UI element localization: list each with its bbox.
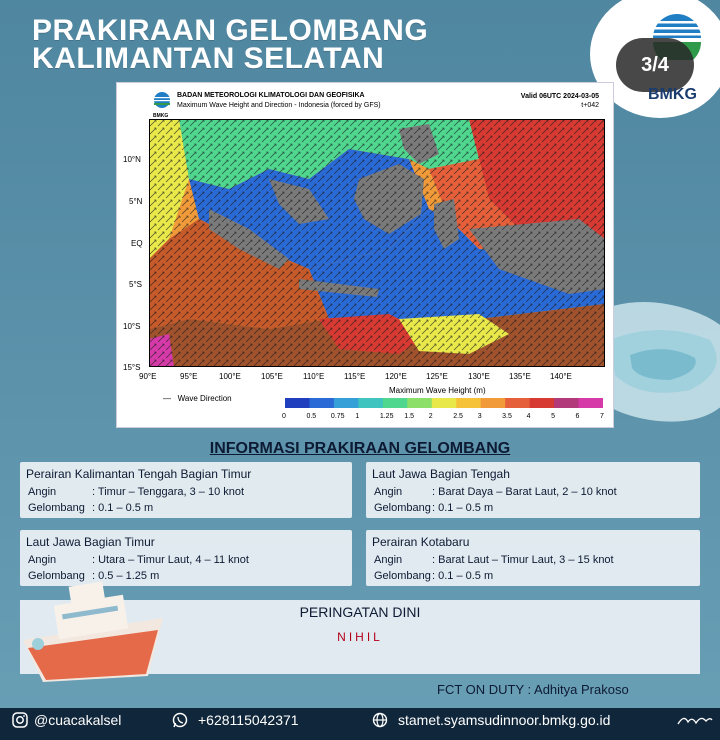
colorbar-tick: 0.75 — [330, 413, 345, 420]
lon-tick: 115°E — [344, 372, 366, 381]
wave-value: : 0.1 – 0.5 m — [432, 570, 494, 582]
map-agency: BADAN METEOROLOGI KLIMATOLOGI DAN GEOFISIKA — [177, 92, 365, 99]
colorbar-segment — [432, 398, 457, 408]
lat-tick: 10°S — [123, 322, 141, 331]
colorbar-tick: 0 — [282, 413, 286, 420]
instagram-icon — [12, 712, 28, 728]
wave-map-card — [116, 82, 614, 428]
wave-label: Gelombang — [28, 570, 85, 582]
lon-tick: 95°E — [180, 372, 198, 381]
area-name: Perairan Kotabaru — [372, 535, 470, 549]
wind-value: : Utara – Timur Laut, 4 – 11 knot — [92, 554, 249, 566]
colorbar-segment — [481, 398, 506, 408]
wind-value: : Timur – Tenggara, 3 – 10 knot — [92, 486, 245, 498]
colorbar-tick: 4 — [526, 413, 531, 420]
colorbar-tick: 6 — [575, 413, 580, 420]
lon-tick: 130°E — [468, 372, 490, 381]
colorbar-tick: 1 — [355, 413, 360, 420]
wave-height-map — [149, 119, 605, 367]
colorbar-tick: 1.5 — [404, 413, 415, 420]
wave-value: : 0.1 – 0.5 m — [92, 502, 154, 514]
globe-icon — [372, 712, 388, 728]
colorbar-segment — [530, 398, 555, 408]
info-section-title: INFORMASI PRAKIRAAN GELOMBANG — [209, 440, 511, 457]
colorbar-tick: 0.5 — [306, 413, 317, 420]
forecaster-on-duty: FCT ON DUTY : Adhitya Prakoso — [437, 682, 629, 697]
lon-tick: 125°E — [426, 372, 448, 381]
lon-tick: 100°E — [219, 372, 241, 381]
colorbar-tick: 3 — [477, 413, 482, 420]
map-subtitle: Maximum Wave Height and Direction - Indonesia (forced by GFS) — [177, 102, 381, 109]
lon-tick: 120°E — [385, 372, 407, 381]
lat-tick: 5°N — [129, 197, 143, 206]
page-counter-badge: 3/4 — [616, 38, 694, 92]
colorbar-title: Maximum Wave Height (m) — [389, 386, 486, 395]
forecast-area-card — [366, 462, 700, 518]
colorbar-segment — [505, 398, 530, 408]
area-name: Perairan Kalimantan Tengah Bagian Timur — [26, 467, 252, 481]
colorbar-segment — [554, 398, 579, 408]
bmkg-logo-text: BMKG — [648, 86, 697, 103]
forecast-area-card — [366, 530, 700, 586]
wave-label: Gelombang — [28, 502, 85, 514]
map-valid-time: Valid 06UTC 2024-03-05 — [520, 93, 599, 100]
colorbar-tick: 7 — [600, 413, 604, 420]
colorbar-tick: 1.25 — [379, 413, 394, 420]
map-bmkg-logo-icon — [153, 91, 171, 113]
colorbar-segment — [358, 398, 383, 408]
lon-tick: 110°E — [303, 372, 325, 381]
colorbar-tick: 3.5 — [502, 413, 512, 420]
wave-label: Gelombang — [374, 502, 431, 514]
colorbar-segment — [383, 398, 408, 408]
forecast-area-card — [20, 462, 352, 518]
lat-tick: 10°N — [123, 155, 141, 164]
lat-tick: EQ — [131, 239, 143, 248]
instagram-handle[interactable]: @cuacakalsel — [34, 712, 122, 728]
area-name: Laut Jawa Bagian Timur — [26, 535, 155, 549]
website-link[interactable]: stamet.syamsudinnoor.bmkg.go.id — [398, 712, 611, 728]
wind-label: Angin — [374, 486, 403, 498]
page-title-line2: KALIMANTAN SELATAN — [32, 42, 385, 75]
colorbar — [285, 398, 603, 408]
colorbar-segment — [285, 398, 310, 408]
area-name: Laut Jawa Bagian Tengah — [372, 467, 510, 481]
lon-tick: 135°E — [509, 372, 531, 381]
colorbar-tick: 2 — [428, 413, 433, 420]
wave-direction-legend — [163, 394, 232, 403]
wind-label: Angin — [28, 486, 57, 498]
whatsapp-icon — [172, 712, 188, 728]
colorbar-tick: 2.5 — [453, 413, 463, 420]
lon-tick: 105°E — [261, 372, 283, 381]
page-title-line1: PRAKIRAAN GELOMBANG — [32, 14, 429, 47]
wave-label: Gelombang — [374, 570, 431, 582]
lat-tick: 5°S — [129, 280, 142, 289]
wave-value: : 0.5 – 1.25 m — [92, 570, 160, 582]
early-warning-value: NIHIL — [337, 630, 383, 644]
arrow-icon: — — [163, 394, 178, 403]
wind-value: : Barat Daya – Barat Laut, 2 – 10 knot — [432, 486, 617, 498]
map-logo-label: BMKG — [153, 113, 169, 119]
colorbar-segment — [334, 398, 359, 408]
colorbar-segment — [407, 398, 432, 408]
map-forecast-step: t+042 — [581, 102, 599, 109]
wind-label: Angin — [28, 554, 57, 566]
lon-tick: 90°E — [139, 372, 157, 381]
wind-label: Angin — [374, 554, 403, 566]
signature-logo-icon — [676, 712, 714, 728]
wave-direction-label: Wave Direction — [177, 394, 232, 403]
early-warning-title: PERINGATAN DINI — [299, 604, 421, 620]
phone-number[interactable]: +628115042371 — [198, 712, 299, 728]
lon-tick: 140°E — [550, 372, 572, 381]
wave-value: : 0.1 – 0.5 m — [432, 502, 494, 514]
colorbar-segment — [579, 398, 603, 408]
lat-tick: 15°S — [123, 363, 141, 372]
wind-value: : Barat Laut – Timur Laut, 3 – 15 knot — [432, 554, 614, 566]
colorbar-segment — [309, 398, 334, 408]
colorbar-tick: 5 — [551, 413, 555, 420]
colorbar-segment — [456, 398, 481, 408]
